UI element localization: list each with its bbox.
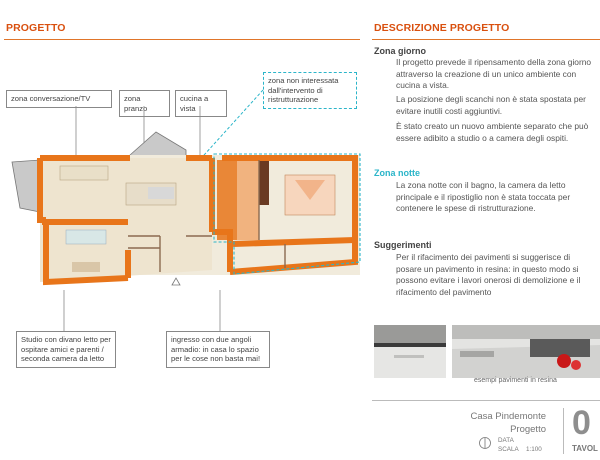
label-zona-pranzo: zona pranzo [119,90,170,117]
resin-floor-photo-1 [374,325,446,378]
sheet-number: 0 [572,404,591,442]
heading-zona-notte: Zona notte [374,168,420,178]
footer-data-label: DATA [498,437,514,444]
para-zona-notte: La zona notte con il bagno, la camera da letto principale e il ripostiglio non è stata toccata per contenere le spese di ristrutturazione. [396,180,571,214]
para-suggerimenti: Per il rifacimento dei pavimenti si suggerisce di posare un pavimento in resina: in questo modo si possono evitare i lavori onerosi di demolizione e il rifacimento del pavimento [396,252,581,297]
footer-scala-value: 1:100 [526,446,542,453]
section-title-descrizione: DESCRIZIONE PROGETTO [374,22,510,34]
label-ingresso: ingresso con due angoli armadio: in casa lo spazio per le cose non basta mai! [166,331,270,368]
para-zona-giorno-3: È stato creato un nuovo ambiente separato che può essere adibito a studio o a camera degli ospiti. [396,121,589,143]
label-studio: Studio con divano letto per ospitare amici e parenti / seconda camera da letto [16,331,116,368]
footer-scala-label: SCALA [498,446,519,453]
heading-zona-giorno: Zona giorno [374,46,426,56]
para-zona-giorno-2: La posizione degli scanchi non è stata spostata per evitare inutili costi aggiuntivi. [396,94,586,116]
section-rule-right [372,39,600,40]
label-zona-non-interessata: zona non interessata dall'intervento di ristrutturazione [263,72,357,109]
footer-rule [372,400,600,401]
para-zona-giorno-1: Il progetto prevede il ripensamento della zona giorno attraverso la creazione di un unico ambiente con cucina a vista. [396,57,592,91]
footer-project-name: Casa Pindemonte [470,411,546,422]
label-cucina-a-vista: cucina a vista [175,90,227,117]
resin-floor-photo-2 [452,325,600,378]
footer-divider [563,408,564,454]
north-compass-icon [478,436,492,450]
label-zona-conversazione: zona conversazione/TV [6,90,112,108]
footer-project-subtitle: Progetto [510,424,546,435]
tavola-label: TAVOL [572,444,598,453]
section-title-progetto: PROGETTO [6,22,66,34]
heading-suggerimenti: Suggerimenti [374,240,432,250]
photo-caption: esempi pavimenti in resina [474,377,557,384]
